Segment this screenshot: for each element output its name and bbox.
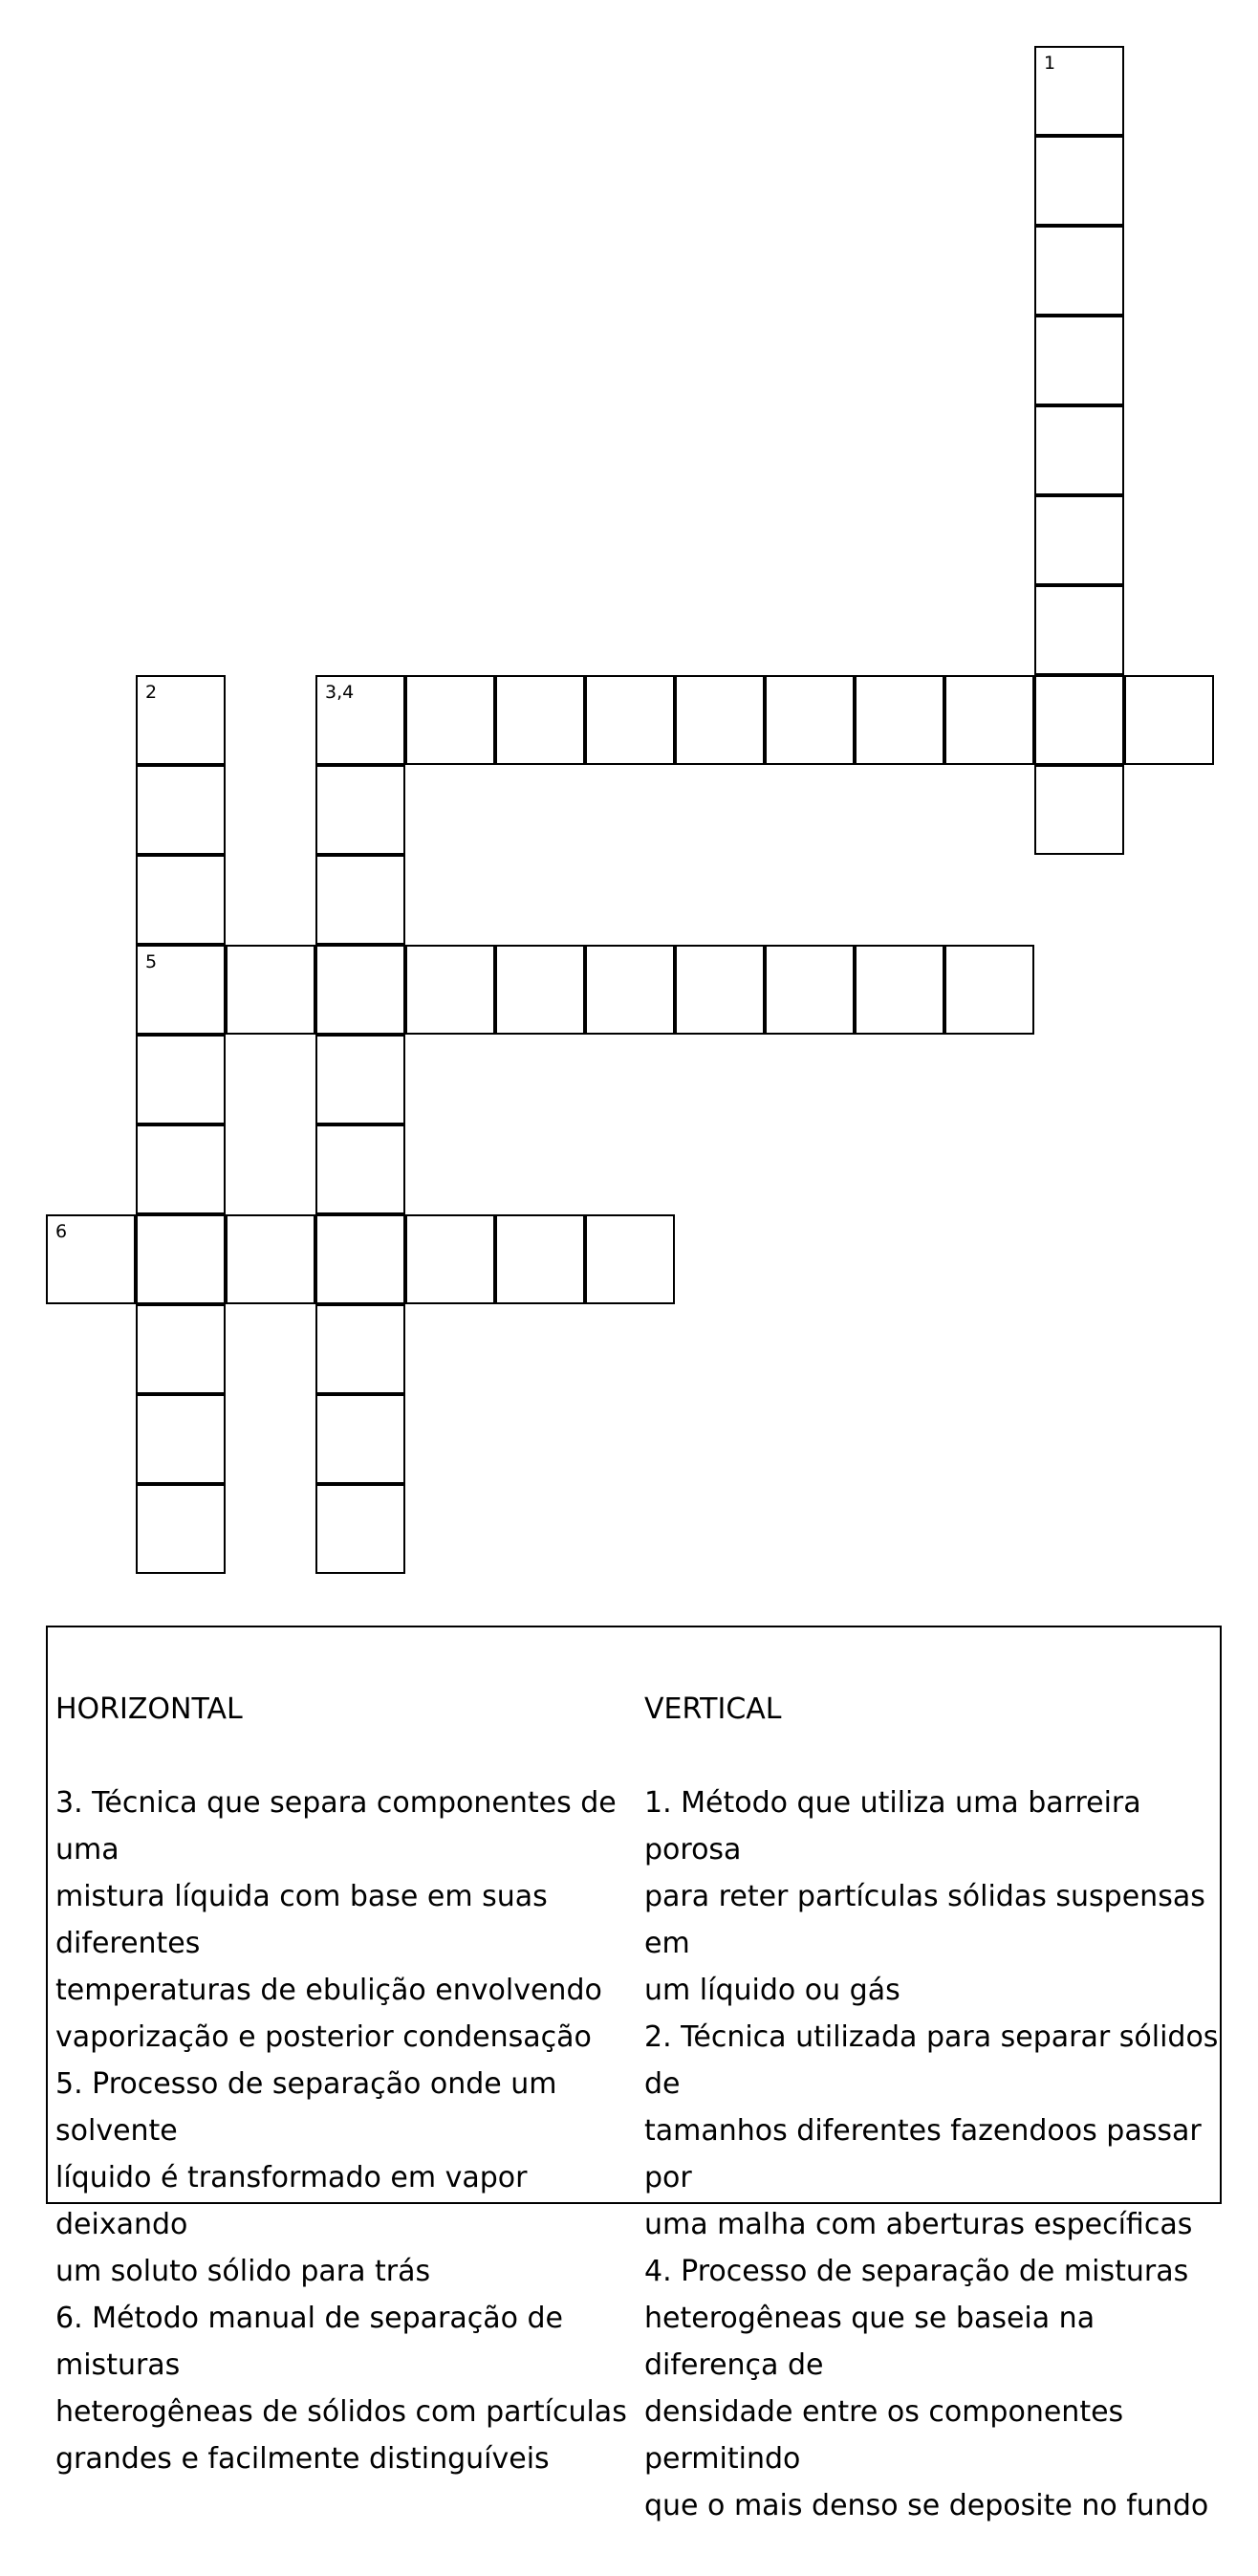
- crossword-cell[interactable]: [765, 675, 855, 765]
- vertical-clue-text: 1. Método que utiliza uma barreira porosa para reter partículas sólidas suspensas em um líquido ou gás 2. Técnica utilizada para separar sólidos de tamanhos diferentes fazendoos passar por uma malha com aberturas específicas 4. Processo de separação de misturas heterogêneas que se baseia na diferença de densidade entre os componentes permitindo que o mais denso se deposite no fundo: [644, 1786, 1219, 2522]
- crossword-cell[interactable]: [585, 675, 675, 765]
- crossword-cell[interactable]: [675, 945, 765, 1035]
- crossword-cell[interactable]: [585, 945, 675, 1035]
- crossword-cell[interactable]: [405, 945, 495, 1035]
- crossword-cell[interactable]: [315, 1304, 405, 1394]
- crossword-cell[interactable]: [495, 945, 585, 1035]
- crossword-cell[interactable]: [1034, 495, 1124, 585]
- crossword-cell[interactable]: [675, 675, 765, 765]
- crossword-cell[interactable]: [855, 945, 944, 1035]
- horizontal-clue-text: 3. Técnica que separa componentes de uma mistura líquida com base em suas diferentes temperaturas de ebulição envolvendo vaporização e posterior condensação 5. Processo de separação onde um solvente líquido é transformado em vapor deixando um soluto sólido para trás 6. Método manual de separação de misturas heterogêneas de sólidos com partículas grandes e facilmente distinguíveis: [55, 1786, 627, 2476]
- crossword-cell[interactable]: [315, 945, 405, 1035]
- crossword-cell[interactable]: [585, 1214, 675, 1304]
- clue-number: 5: [145, 951, 158, 972]
- crossword-cell[interactable]: [315, 1484, 405, 1574]
- crossword-cell[interactable]: [136, 675, 226, 765]
- crossword-cell[interactable]: [1034, 316, 1124, 405]
- crossword-cell[interactable]: [136, 1484, 226, 1574]
- crossword-cell[interactable]: [46, 1214, 136, 1304]
- vertical-heading: VERTICAL: [644, 1692, 782, 1726]
- crossword-cell[interactable]: [226, 1214, 315, 1304]
- crossword-cell[interactable]: [1034, 585, 1124, 675]
- crossword-cell[interactable]: [315, 1214, 405, 1304]
- crossword-cell[interactable]: [136, 1304, 226, 1394]
- horizontal-clues: [55, 1639, 639, 2529]
- crossword-cell[interactable]: [1034, 405, 1124, 495]
- clue-number: 6: [55, 1221, 68, 1242]
- crossword-cell[interactable]: [315, 765, 405, 855]
- vertical-clues: [644, 1639, 1222, 2576]
- crossword-cell[interactable]: [315, 855, 405, 945]
- crossword-cell[interactable]: [855, 675, 944, 765]
- crossword-cell[interactable]: [1034, 765, 1124, 855]
- crossword-cell[interactable]: [136, 855, 226, 945]
- clue-number: 3,4: [325, 682, 355, 703]
- crossword-cell[interactable]: [944, 675, 1034, 765]
- clue-number: 2: [145, 682, 158, 703]
- crossword-cell[interactable]: [1034, 46, 1124, 136]
- crossword-cell[interactable]: [405, 675, 495, 765]
- crossword-cell[interactable]: [136, 1214, 226, 1304]
- crossword-cell[interactable]: [765, 945, 855, 1035]
- crossword-cell[interactable]: [944, 945, 1034, 1035]
- crossword-cell[interactable]: [495, 675, 585, 765]
- clue-number: 1: [1044, 53, 1056, 74]
- crossword-cell[interactable]: [495, 1214, 585, 1304]
- crossword-cell[interactable]: [315, 1394, 405, 1484]
- crossword-cell[interactable]: [315, 1035, 405, 1124]
- crossword-cell[interactable]: [1124, 675, 1214, 765]
- crossword-cell[interactable]: [136, 1394, 226, 1484]
- crossword-cell[interactable]: [136, 945, 226, 1035]
- crossword-cell[interactable]: [1034, 226, 1124, 316]
- crossword-cell[interactable]: [1034, 675, 1124, 765]
- crossword-cell[interactable]: [315, 675, 405, 765]
- crossword-cell[interactable]: [405, 1214, 495, 1304]
- horizontal-heading: HORIZONTAL: [55, 1692, 243, 1726]
- crossword-cell[interactable]: [226, 945, 315, 1035]
- clues-box: [46, 1626, 1222, 2522]
- crossword-cell[interactable]: [136, 765, 226, 855]
- crossword-cell[interactable]: [1034, 136, 1124, 226]
- crossword-cell[interactable]: [315, 1124, 405, 1214]
- crossword-cell[interactable]: [136, 1124, 226, 1214]
- crossword-cell[interactable]: [136, 1035, 226, 1124]
